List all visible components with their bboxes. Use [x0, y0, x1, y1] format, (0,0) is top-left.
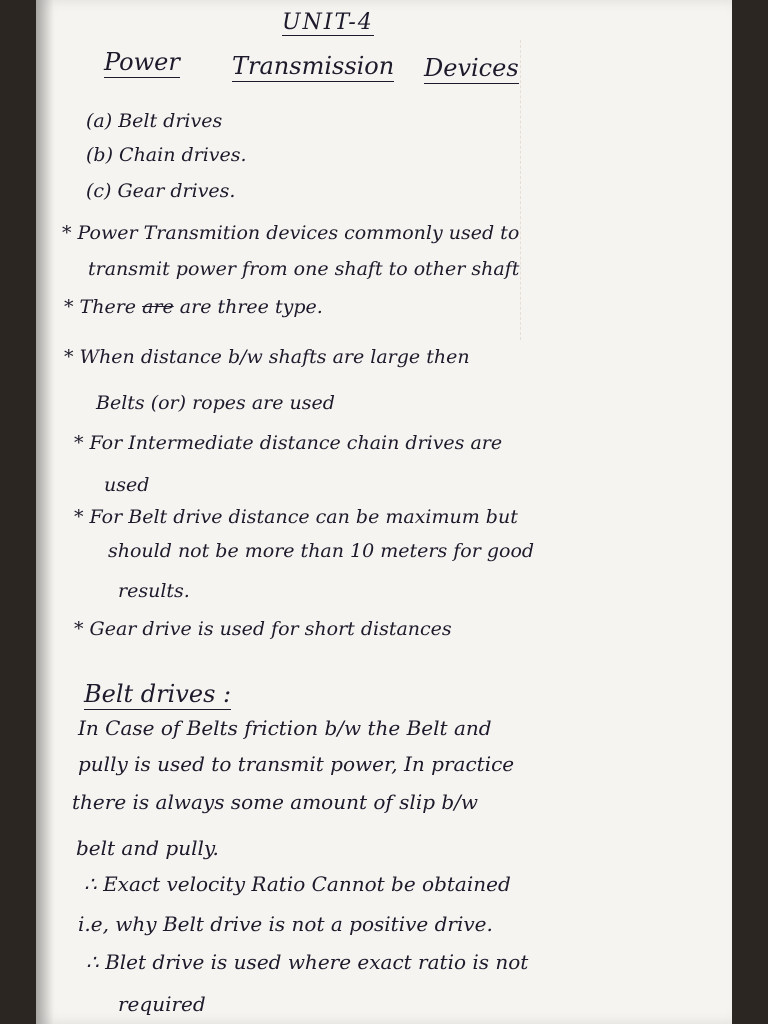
list-item-chain: (b) Chain drives. — [86, 144, 247, 166]
point-belt-distance-line-2: should not be more than 10 meters for good — [108, 540, 535, 562]
belt-drives-heading: Belt drives : — [84, 680, 232, 708]
intro-line-3-struck: are — [142, 296, 174, 318]
list-item-gear: (c) Gear drives. — [86, 180, 236, 202]
intro-line-3 — [64, 296, 323, 318]
belt-para-line-3: there is always some amount of slip b/w — [72, 790, 479, 814]
belt-para-line-1: In Case of Belts friction b/w the Belt and — [78, 716, 492, 740]
belt-para-line-6: i.e, why Belt drive is not a positive drive. — [78, 912, 493, 936]
list-item-belt: (a) Belt drives — [86, 110, 223, 132]
point-intermediate-line-2: used — [104, 474, 150, 496]
belt-para-line-8: required — [118, 992, 206, 1016]
point-intermediate-line-1: * For Intermediate distance chain drives are — [74, 432, 503, 454]
belt-para-line-4: belt and pully. — [76, 836, 219, 860]
intro-line-3-end: are three type. — [179, 296, 323, 318]
page-title-word-1: Power — [104, 48, 180, 76]
point-belt-distance-line-1: * For Belt drive distance can be maximum but — [74, 506, 518, 528]
point-gear-short: * Gear drive is used for short distances — [74, 618, 452, 640]
point-large-distance-line-2: Belts (or) ropes are used — [96, 392, 335, 414]
unit-title: UNIT-4 — [282, 10, 374, 35]
belt-para-line-2: pully is used to transmit power, In practice — [78, 752, 515, 776]
intro-line-2: transmit power from one shaft to other shaft — [88, 258, 520, 280]
belt-para-line-5: ∴ Exact velocity Ratio Cannot be obtained — [84, 872, 511, 896]
page-title-word-2: Transmission — [232, 52, 395, 80]
page-title-word-3: Devices — [424, 54, 519, 82]
belt-para-line-7: ∴ Blet drive is used where exact ratio is not — [86, 950, 529, 974]
intro-line-3-start: * There — [64, 296, 137, 318]
page-binding-shadow — [36, 0, 54, 1024]
point-belt-distance-line-3: results. — [118, 580, 190, 602]
intro-line-1: * Power Transmition devices commonly used to — [62, 222, 520, 244]
point-large-distance-line-1: * When distance b/w shafts are large then — [64, 346, 470, 368]
bleed-through-texture — [520, 40, 681, 340]
